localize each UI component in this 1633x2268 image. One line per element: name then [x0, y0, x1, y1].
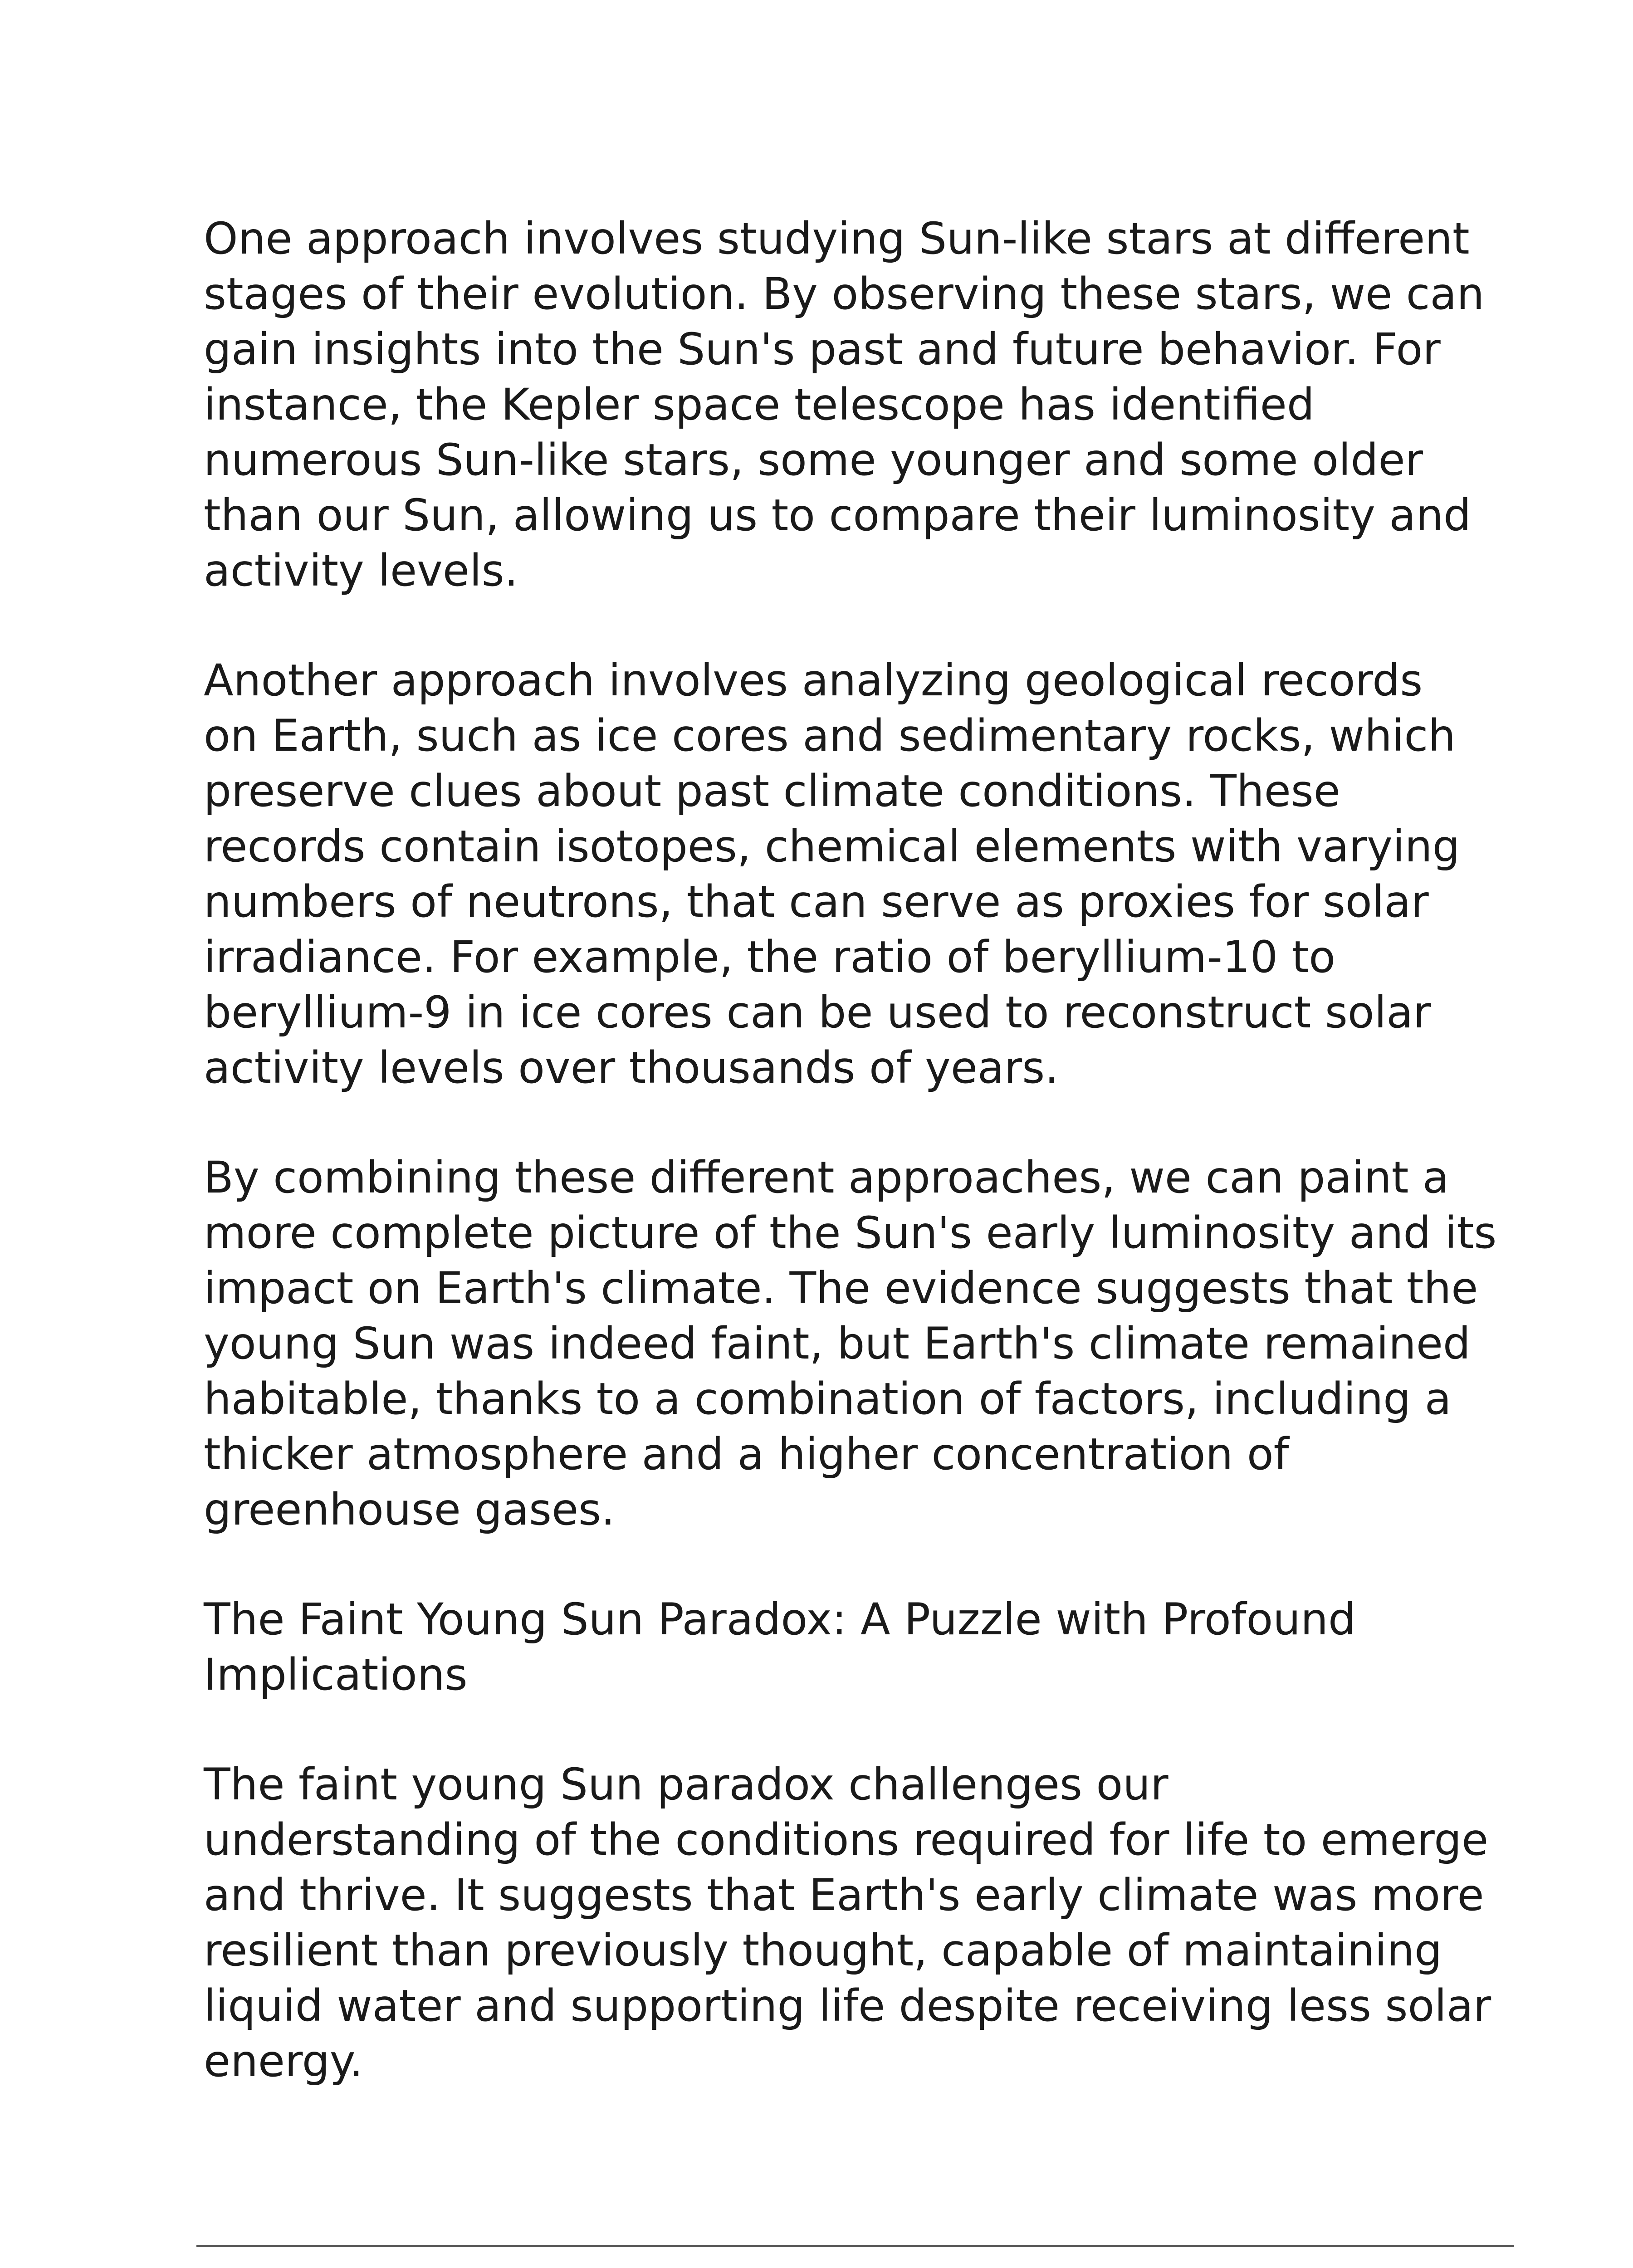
text-line: records contain isotopes, chemical elements with varying: [204, 821, 1460, 872]
text-line: Another approach involves analyzing geological records: [204, 655, 1423, 706]
paragraph-combining-approaches: [204, 1150, 1519, 1537]
text-line: preserve clues about past climate conditions. These: [204, 766, 1340, 816]
paragraph-geological-records: [204, 653, 1519, 1095]
text-line: The faint young Sun paradox challenges our: [204, 1759, 1169, 1810]
text-line: impact on Earth's climate. The evidence suggests that the: [204, 1263, 1478, 1314]
text-line: greenhouse gases.: [204, 1484, 615, 1535]
text-line: resilient than previously thought, capable of maintaining: [204, 1925, 1442, 1976]
paragraph-paradox-challenges: [204, 1757, 1519, 2089]
text-line: young Sun was indeed faint, but Earth's climate remained: [204, 1318, 1471, 1369]
text-line: gain insights into the Sun's past and future behavior. For: [204, 324, 1441, 375]
text-line: irradiance. For example, the ratio of beryllium-10 to: [204, 932, 1335, 982]
body-content: [204, 211, 1519, 2143]
heading-line: The Faint Young Sun Paradox: A Puzzle with Profound: [204, 1594, 1356, 1645]
text-line: activity levels.: [204, 545, 518, 596]
text-line: beryllium-9 in ice cores can be used to reconstruct solar: [204, 987, 1431, 1038]
text-line: energy.: [204, 2036, 363, 2087]
heading-line: Implications: [204, 1649, 468, 1700]
text-line: more complete picture of the Sun's early luminosity and its: [204, 1207, 1497, 1258]
text-line: thicker atmosphere and a higher concentration of: [204, 1429, 1289, 1480]
text-line: understanding of the conditions required for life to emerge: [204, 1814, 1489, 1865]
text-line: habitable, thanks to a combination of factors, including a: [204, 1374, 1452, 1424]
text-line: liquid water and supporting life despite receiving less solar: [204, 1980, 1491, 2031]
text-line: stages of their evolution. By observing these stars, we can: [204, 269, 1485, 319]
text-line: and thrive. It suggests that Earth's early climate was more: [204, 1870, 1484, 1921]
text-line: One approach involves studying Sun-like stars at different: [204, 213, 1470, 264]
text-line: By combining these different approaches, we can paint a: [204, 1152, 1449, 1203]
text-line: instance, the Kepler space telescope has identified: [204, 379, 1315, 430]
section-heading: [204, 1592, 1519, 1702]
paragraph-sun-like-stars: [204, 211, 1519, 598]
text-line: numerous Sun-like stars, some younger and some older: [204, 435, 1423, 485]
text-line: activity levels over thousands of years.: [204, 1042, 1059, 1093]
text-line: than our Sun, allowing us to compare their luminosity and: [204, 490, 1472, 541]
footer-divider: [196, 2245, 1514, 2247]
text-line: on Earth, such as ice cores and sedimentary rocks, which: [204, 710, 1456, 761]
text-line: numbers of neutrons, that can serve as proxies for solar: [204, 876, 1429, 927]
